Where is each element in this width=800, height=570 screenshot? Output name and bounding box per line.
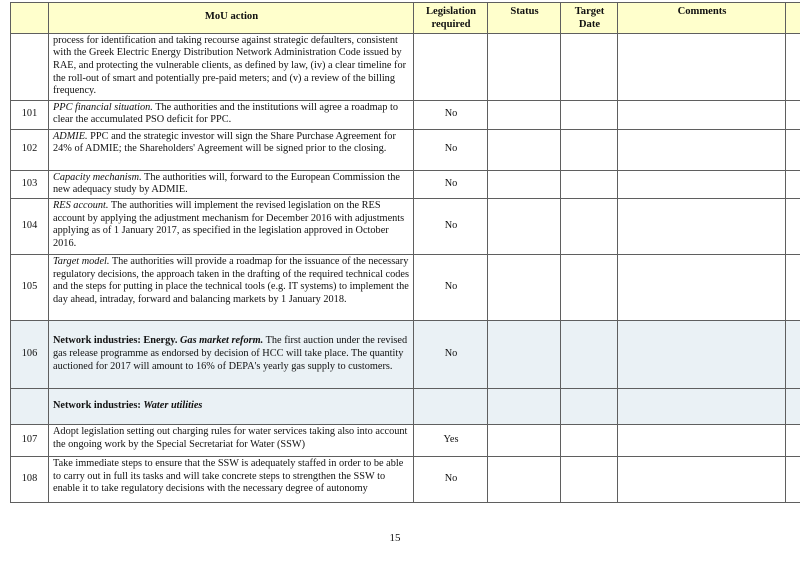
- action-italic-lead: Capacity mechanism.: [53, 171, 142, 183]
- mou-action-cell: [49, 199, 414, 255]
- row-number-cell: 107: [11, 425, 49, 457]
- action-text: The authorities will, forward to the European Commission the new adequacy study by ADMIE.: [53, 171, 400, 196]
- row-number-cell: 104: [11, 199, 49, 255]
- legislation-cell: Yes: [414, 425, 488, 457]
- edge-cell: [786, 199, 800, 255]
- row-number-cell: 103: [11, 170, 49, 198]
- table-row-section-water-utilities: [11, 389, 800, 425]
- status-cell: [488, 321, 561, 389]
- action-text: The authorities will implement the revised legislation on the RES account by applying the adjustment mechanism for December 2016 with adjustments applying as of 1 January 2017, as specified in the legislation approved in October 2016.: [53, 200, 405, 250]
- target-date-cell: [561, 255, 618, 321]
- header-edge-cell: [786, 3, 800, 34]
- action-bold-lead: Network industries:: [53, 400, 144, 412]
- comments-cell: [618, 33, 786, 100]
- mou-action-cell: [49, 33, 414, 100]
- table-row-102: [11, 129, 800, 170]
- mou-action-cell: [49, 389, 414, 425]
- action-text: Adopt legislation setting out charging rules for water services taking also into account the ongoing work by the Special Secretariat for Water (SSW): [53, 426, 408, 450]
- mou-action-cell: [49, 129, 414, 170]
- row-number-cell: [11, 33, 49, 100]
- row-number-cell: 105: [11, 255, 49, 321]
- comments-cell: [618, 199, 786, 255]
- table-row-continuation: [11, 33, 800, 100]
- table-row-103: [11, 170, 800, 198]
- action-bold-italic-lead: Water utilities: [143, 400, 203, 412]
- mou-action-table: [10, 2, 800, 503]
- comments-cell: [618, 457, 786, 503]
- comments-cell: [618, 129, 786, 170]
- status-cell: [488, 33, 561, 100]
- legislation-cell: No: [414, 199, 488, 255]
- table-row-101: [11, 100, 800, 129]
- legislation-cell: No: [414, 255, 488, 321]
- edge-cell: [786, 321, 800, 389]
- action-italic-lead: RES account.: [53, 200, 109, 211]
- table-row-107: [11, 425, 800, 457]
- target-date-cell: [561, 425, 618, 457]
- target-date-cell: [561, 199, 618, 255]
- edge-cell: [786, 425, 800, 457]
- status-cell: [488, 425, 561, 457]
- header-mou-action: MoU action: [49, 3, 414, 34]
- mou-action-cell: [49, 255, 414, 321]
- target-date-cell: [561, 457, 618, 503]
- target-date-cell: [561, 33, 618, 100]
- action-text: Take immediate steps to ensure that the SSW is adequately staffed in order to be able to carry out in full its tasks and will take concrete steps to strengthen the SSW to enable it to take regulatory decisions with the necessary degree of autonomy: [53, 458, 404, 495]
- action-bold-lead: Network industries: Energy.: [53, 335, 178, 347]
- legislation-cell: No: [414, 129, 488, 170]
- row-number-cell: 106: [11, 321, 49, 389]
- legislation-cell: No: [414, 170, 488, 198]
- mou-action-cell: [49, 170, 414, 198]
- target-date-cell: [561, 321, 618, 389]
- comments-cell: [618, 100, 786, 129]
- status-cell: [488, 170, 561, 198]
- status-cell: [488, 255, 561, 321]
- comments-cell: [618, 389, 786, 425]
- edge-cell: [786, 255, 800, 321]
- table-row-106-section-energy: [11, 321, 800, 389]
- row-number-cell: 102: [11, 129, 49, 170]
- edge-cell: [786, 33, 800, 100]
- target-date-cell: [561, 100, 618, 129]
- edge-cell: [786, 170, 800, 198]
- status-cell: [488, 199, 561, 255]
- legislation-cell: No: [414, 457, 488, 503]
- mou-action-cell: [49, 457, 414, 503]
- target-date-cell: [561, 389, 618, 425]
- table-header-row: [11, 3, 800, 34]
- action-italic-lead: PPC financial situation.: [53, 101, 153, 113]
- legislation-cell: No: [414, 100, 488, 129]
- status-cell: [488, 129, 561, 170]
- status-cell: [488, 100, 561, 129]
- status-cell: [488, 457, 561, 503]
- row-number-cell: 101: [11, 100, 49, 129]
- header-comments: Comments: [618, 3, 786, 34]
- mou-action-cell: [49, 425, 414, 457]
- row-number-cell: [11, 389, 49, 425]
- comments-cell: [618, 321, 786, 389]
- action-text: The first auction under the revised gas release programme as endorsed by decision of HCC will take place. The quantity auctioned for 2017 will amount to 16% of DEPA's yearly gas supply to customers.: [53, 335, 408, 372]
- action-text: process for identification and taking recourse against strategic defaulters, consistent with the Greek Electric Energy Distribution Network Administration Code issued by RAE, and protecting the vulnerable clients, as defined by law, (iv) a clear timeline for the roll-out of smart and potentially pre-paid meters; and (v) a review of the billing frequency.: [53, 34, 407, 97]
- legislation-cell: [414, 389, 488, 425]
- header-number-cell: [11, 3, 49, 34]
- edge-cell: [786, 129, 800, 170]
- legislation-cell: [414, 33, 488, 100]
- header-legislation-required: Legislation required: [414, 3, 488, 34]
- target-date-cell: [561, 129, 618, 170]
- header-target-date: Target Date: [561, 3, 618, 34]
- header-status: Status: [488, 3, 561, 34]
- action-text: The authorities will provide a roadmap for the issuance of the necessary regulatory decisions, the approach taken in the drafting of the required technical codes and the steps for putting in place the technical tools (e.g. IT systems) to implement the day ahead, intraday, forward and balancing markets by 1 January 2018.: [53, 256, 409, 306]
- table-row-108: [11, 457, 800, 503]
- edge-cell: [786, 100, 800, 129]
- mou-action-cell: [49, 100, 414, 129]
- legislation-cell: No: [414, 321, 488, 389]
- action-text: The authorities and the institutions will agree a roadmap to clear the accumulated PSO deficit for PPC.: [53, 101, 398, 126]
- comments-cell: [618, 255, 786, 321]
- comments-cell: [618, 170, 786, 198]
- comments-cell: [618, 425, 786, 457]
- edge-cell: [786, 457, 800, 503]
- row-number-cell: 108: [11, 457, 49, 503]
- status-cell: [488, 389, 561, 425]
- table-row-105: [11, 255, 800, 321]
- table-row-104: [11, 199, 800, 255]
- mou-action-cell: [49, 321, 414, 389]
- action-text: PPC and the strategic investor will sign the Share Purchase Agreement for 24% of ADMIE; the Shareholders' Agreement will be signed prior to the closing.: [53, 130, 396, 155]
- edge-cell: [786, 389, 800, 425]
- action-italic-lead: Target model.: [53, 256, 110, 267]
- target-date-cell: [561, 170, 618, 198]
- action-italic-lead: ADMIE.: [53, 130, 88, 142]
- page-number: 15: [389, 532, 401, 544]
- action-bold-italic-lead: Gas market reform.: [177, 335, 264, 347]
